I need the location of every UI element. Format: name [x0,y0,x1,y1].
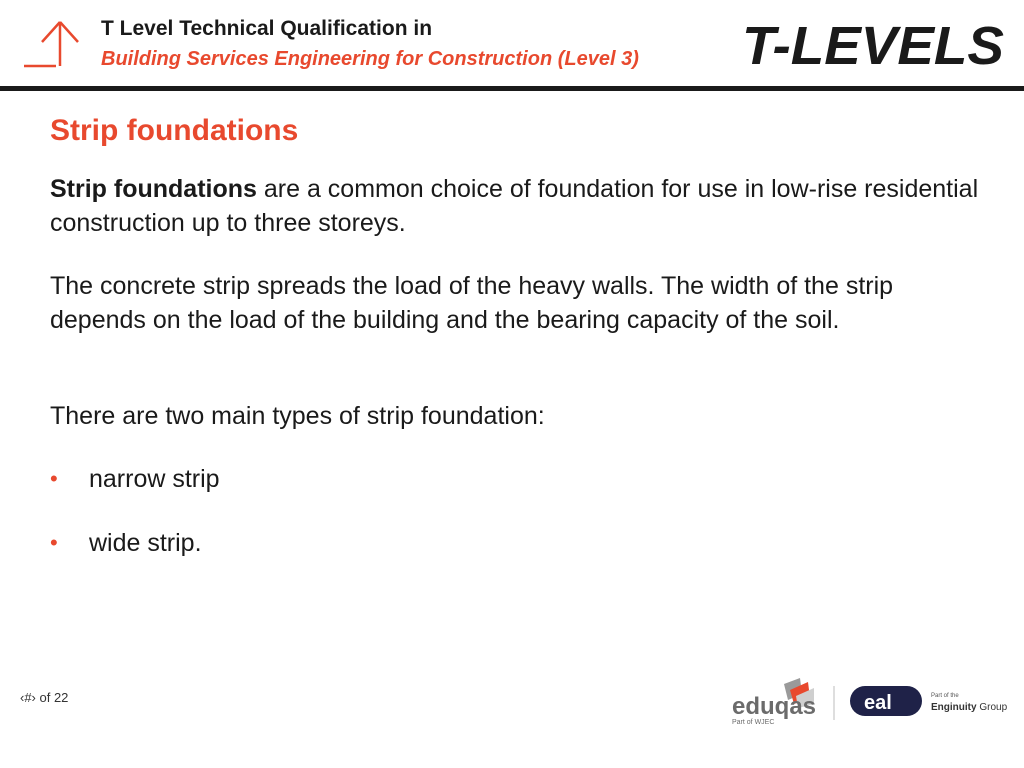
header-divider [0,86,1024,91]
list-item-text: narrow strip [89,465,220,493]
eduqas-logo [732,678,816,726]
up-arrow-icon [20,18,80,70]
eduqas-tagline: Part of WJEC [732,719,775,726]
enginuity-name: Enginuity [931,702,977,713]
header-title: T Level Technical Qualification in [101,17,433,40]
bullet-dot-icon: • [50,466,58,491]
footer-logos [728,676,1008,726]
t-levels-logo [740,14,1006,72]
page-number: ‹#› of 22 [20,690,69,705]
paragraph-intro-bold: Strip foundations [50,175,257,203]
list-item-text: wide strip. [89,529,202,557]
paragraph-types: There are two main types of strip foundation: [50,402,545,430]
svg-text:Enginuity Group [931,702,1008,713]
eal-wordmark: eal [864,692,892,714]
paragraph-load: The concrete strip spreads the load of the heavy walls. The width of the strip depends on the load of the building and the bearing capacity of the soil. [50,272,894,334]
header-subtitle: Building Services Engineering for Construction (Level 3) [101,48,639,70]
header [0,0,1024,92]
bullet-dot-icon: • [50,530,58,555]
eduqas-wordmark: eduqas [732,693,817,720]
paragraph-intro [50,172,990,240]
slide-title: Strip foundations [50,114,299,147]
enginuity-group-logo [931,693,1008,713]
enginuity-part-of: Part of the [931,693,959,699]
eal-logo [850,686,922,716]
paragraph-intro-rest: are a common choice of foundation for use in low-rise residential construction up to three storeys. [50,175,979,237]
t-levels-logo-text: T-LEVELS [742,16,1004,72]
enginuity-suffix: Group [976,702,1008,713]
